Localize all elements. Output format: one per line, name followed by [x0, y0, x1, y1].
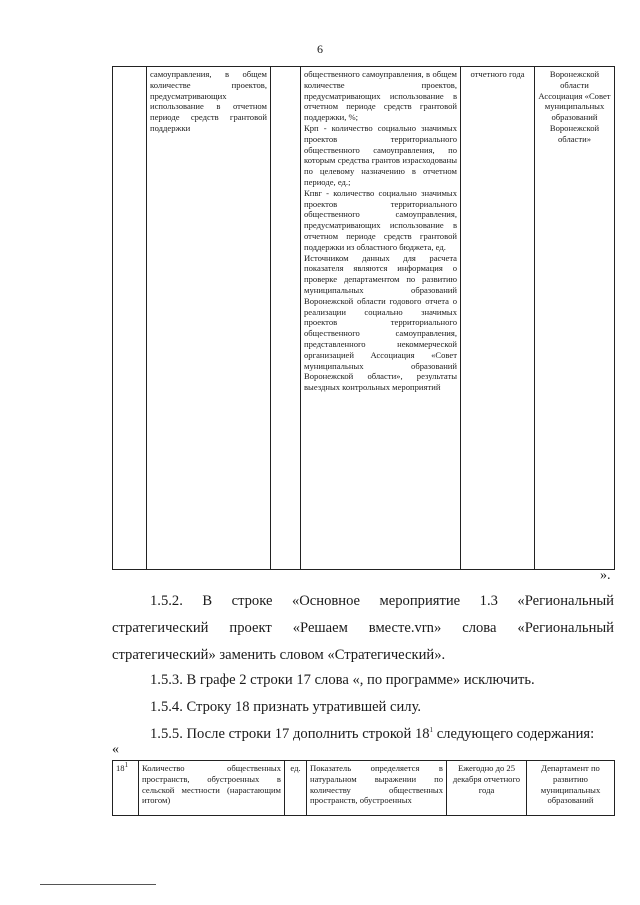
cell-period: Ежегодно до 25 декабря отчетного года — [447, 761, 527, 816]
new-row-table — [112, 760, 615, 816]
cell-number — [113, 67, 147, 570]
cell-indicator-name: Количество общественных пространств, обустроенных в сельской местности (нарастающим итогом) — [139, 761, 285, 816]
superscript: 1 — [429, 726, 434, 735]
paragraph-1-5-5 — [112, 721, 614, 748]
paragraph-text: 1.5.5. После строки 17 дополнить строкой 18 — [150, 726, 430, 742]
cell-unit: ед. — [285, 761, 307, 816]
method-line-4: Источником данных для расчета показателя являются информация о проверке департаментом по развитию муниципальных образований Воронежской области годового отчета о реализации социально значимых проектов территориального общественного самоуправления, представленного некоммерческой организацией Ассоциация «Совет муниципальных образований Воронежской области», результаты выездных контрольных мероприятий — [304, 252, 457, 393]
footer-rule — [40, 884, 156, 885]
paragraph-text: 1.5.2. В строке «Основное мероприятие 1.3 «Региональный стратегический проект «Решаем вместе.vrn» слова «Региональный стратегический» заменить словом «Стратегический». — [112, 593, 614, 663]
method-line-3: Кпвг - количество социально значимых проектов территориального общественного самоуправления, предусматривающих использование в отчетном периоде средств грантовой поддержки из областного бюджета, ед. — [304, 187, 457, 252]
cell-method: Показатель определяется в натуральном выражении по количеству общественных пространств, обустроенных — [307, 761, 447, 816]
paragraph-text: 1.5.4. Строку 18 признать утратившей силу. — [150, 699, 422, 715]
paragraph-text: 1.5.3. В графе 2 строки 17 слова «, по программе» исключить. — [150, 672, 535, 688]
cell-indicator-name: самоуправления, в общем количестве проектов, предусматривающих использование в отчетном периоде средств грантовой поддержки — [147, 67, 271, 570]
method-line-2: Крп - количество социально значимых проектов территориального общественного самоуправления, по которым средства грантов израсходованы по целевому назначению в отчетном периоде, ед.; — [304, 122, 457, 187]
cell-responsible: Департамент по развитию муниципальных образований — [527, 761, 615, 816]
row-number-sup: 1 — [124, 761, 129, 770]
paragraph-1-5-4 — [112, 694, 614, 721]
paragraph-text-end: следующего содержания: — [433, 726, 595, 742]
method-line-1: общественного самоуправления, в общем количестве проектов, предусматривающих использование в отчетном периоде средств грантовой поддержки, %; — [304, 69, 457, 123]
cell-responsible: Воронежской области Ассоциация «Совет муниципальных образований Воронежской области» — [535, 67, 615, 570]
indicator-table-continued — [112, 66, 615, 570]
paragraph-1-5-2 — [112, 588, 614, 669]
opening-quote: « — [112, 742, 119, 757]
cell-row-number — [113, 761, 139, 816]
row-number: 18 — [116, 763, 125, 773]
cell-period: отчетного года — [461, 67, 535, 570]
closing-quote: ». — [600, 568, 611, 583]
paragraph-1-5-3 — [112, 667, 614, 694]
cell-unit — [271, 67, 301, 570]
cell-method — [301, 67, 461, 570]
page-number: 6 — [317, 42, 323, 56]
